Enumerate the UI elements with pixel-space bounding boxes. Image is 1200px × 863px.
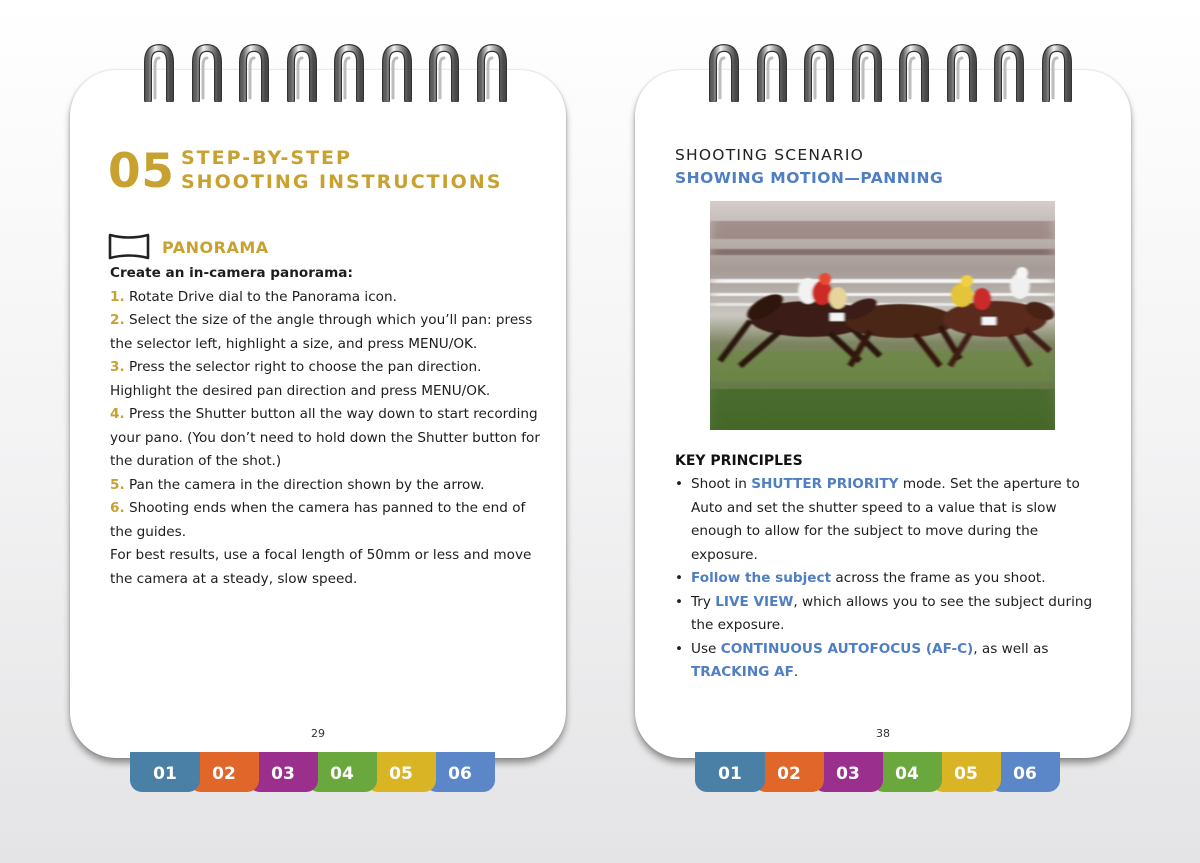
tab-05[interactable]: 05	[366, 752, 436, 792]
page-left	[70, 70, 566, 758]
spiral-ring	[850, 44, 884, 102]
spiral-ring	[992, 44, 1026, 102]
notebook-left	[70, 0, 566, 863]
spiral-ring	[427, 44, 461, 102]
spiral-ring	[707, 44, 741, 102]
spiral-ring	[802, 44, 836, 102]
tab-02[interactable]: 02	[754, 752, 824, 792]
step-item	[110, 356, 540, 403]
page-number: 29	[311, 727, 325, 740]
spiral-ring	[190, 44, 224, 102]
spiral-ring	[237, 44, 271, 102]
step-text: Select the size of the angle through which you’ll pan: press the selector left, highlight a size, and press MENU/OK.	[110, 312, 533, 352]
step-text: Press the Shutter button all the way down to start recording your pano. (You don’t need to hold down the Shutter button for the duration of the shot.)	[110, 406, 540, 469]
step-text: Pan the camera in the direction shown by the arrow.	[124, 476, 485, 493]
page-number: 38	[876, 727, 890, 740]
spiral-ring	[380, 44, 414, 102]
tab-03[interactable]: 03	[248, 752, 318, 792]
spiral-ring	[142, 44, 176, 102]
highlight-term: Follow the subject	[691, 570, 832, 586]
steps-list	[110, 262, 540, 591]
tab-04[interactable]: 04	[872, 752, 942, 792]
spiral-ring	[945, 44, 979, 102]
step-number: 2.	[110, 312, 125, 328]
spiral-ring	[285, 44, 319, 102]
tab-01[interactable]: 01	[130, 752, 200, 792]
spiral-ring	[755, 44, 789, 102]
tab-01[interactable]: 01	[695, 752, 765, 792]
step-number: 6.	[110, 500, 125, 516]
step-item	[110, 309, 540, 356]
spiral-binding	[142, 44, 512, 104]
bullet-item: • Try LIVE VIEW, which allows you to see the subject during the exposure.	[675, 591, 1105, 638]
bullet-item: • Shoot in SHUTTER PRIORITY mode. Set the aperture to Auto and set the shutter speed to a value that is slow enough to allow for the subject to move during the exposure.	[675, 473, 1105, 567]
chapter-tabs	[130, 752, 510, 792]
spiral-ring	[475, 44, 509, 102]
steps-intro: Create an in-camera panorama:	[110, 265, 353, 281]
chapter-title-line-1: STEP-BY-STEP	[181, 147, 352, 169]
closing-note: For best results, use a focal length of 50mm or less and move the camera at a steady, slow speed.	[110, 547, 532, 587]
bullet-item: • Follow the subject across the frame as you shoot.	[675, 567, 1105, 591]
tab-04[interactable]: 04	[307, 752, 377, 792]
spiral-binding	[707, 44, 1077, 104]
tab-02[interactable]: 02	[189, 752, 259, 792]
step-text: Press the selector right to choose the pan direction. Highlight the desired pan direction and press MENU/OK.	[110, 359, 491, 399]
key-principles-title: KEY PRINCIPLES	[675, 453, 803, 469]
step-number: 1.	[110, 288, 125, 305]
tab-05[interactable]: 05	[931, 752, 1001, 792]
key-principles-list	[675, 473, 1105, 685]
highlight-term: CONTINUOUS AUTOFOCUS (AF-C)	[720, 640, 974, 657]
horse-race-panning-photo	[710, 201, 1055, 430]
notebook-right	[635, 0, 1131, 863]
chapter-number: 05	[108, 144, 175, 199]
tab-06[interactable]: 06	[425, 752, 495, 792]
step-number: 4.	[110, 406, 125, 422]
spiral-ring	[897, 44, 931, 102]
section-title: PANORAMA	[162, 238, 269, 257]
step-item	[110, 497, 540, 544]
step-item	[110, 403, 540, 474]
highlight-term: LIVE VIEW	[715, 593, 794, 610]
scenario-kicker: SHOOTING SCENARIO	[675, 146, 865, 164]
highlight-term: TRACKING AF	[691, 664, 794, 680]
chapter-title-line-2: SHOOTING INSTRUCTIONS	[181, 171, 503, 193]
spiral-ring	[332, 44, 366, 102]
chapter-title	[181, 146, 502, 194]
step-number: 5.	[110, 476, 125, 493]
step-number: 3.	[110, 359, 125, 375]
tab-03[interactable]: 03	[813, 752, 883, 792]
highlight-term: SHUTTER PRIORITY	[751, 476, 899, 492]
page-right	[635, 70, 1131, 758]
bullet-item: • Use CONTINUOUS AUTOFOCUS (AF-C), as well as TRACKING AF.	[675, 638, 1105, 685]
scenario-title: SHOWING MOTION—PANNING	[675, 169, 944, 187]
spiral-ring	[1040, 44, 1074, 102]
step-text: Rotate Drive dial to the Panorama icon.	[124, 288, 397, 305]
tab-06[interactable]: 06	[990, 752, 1060, 792]
step-item	[110, 286, 540, 310]
step-item	[110, 474, 540, 498]
step-text: Shooting ends when the camera has panned to the end of the guides.	[110, 500, 526, 540]
chapter-tabs	[695, 752, 1075, 792]
panorama-frame-icon	[108, 233, 150, 260]
